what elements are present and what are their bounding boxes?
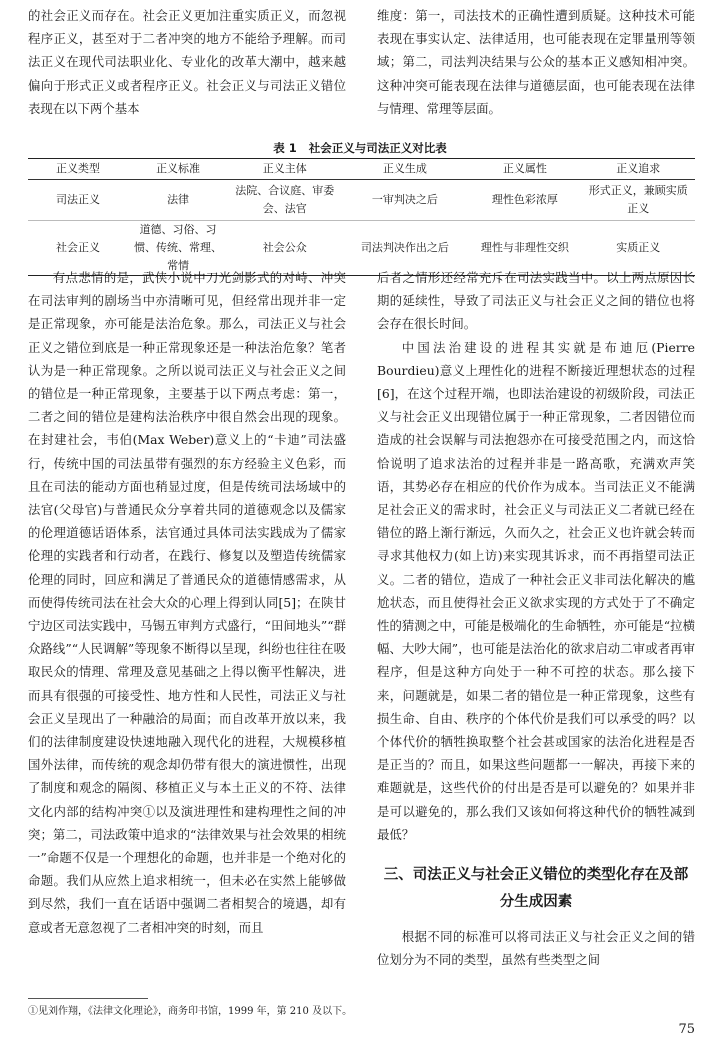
bottom-right-column <box>377 266 695 846</box>
top-left-column <box>28 4 346 120</box>
body-paragraph: 根据不同的标准可以将司法正义与社会正义之间的错位划分为不同的类型，虽然有些类型之间 <box>377 929 695 968</box>
table-cell: 道德、习俗、习惯、传统、常理、常情 <box>128 221 228 276</box>
footnote: ①见刘作翔，《法律文化理论》，商务印书馆，1999 年，第 210 及以下。 <box>28 1006 353 1017</box>
section-heading: 三、司法正义与社会正义错位的类型化存在及部分生成因素 <box>383 867 689 910</box>
table-header-cell: 正义主体 <box>228 159 341 180</box>
table-cell: 社会公众 <box>228 221 341 276</box>
table-cell: 理性与非理性交织 <box>468 221 581 276</box>
comparison-table <box>28 158 695 276</box>
table-cell: 法律 <box>128 180 228 221</box>
table-header-row <box>28 159 695 180</box>
body-paragraph: 的社会正义而存在。社会正义更加注重实质正义，而忽视程序正义，甚至对于二者冲突的地方不能给予理解。而司法正义在现代司法职业化、专业化的改革大潮中，越来越偏向于形式正义或者程序正义。社会正义与司法正义错位表现在以下两个基本 <box>28 8 346 116</box>
top-right-column <box>377 4 695 120</box>
table-cell: 法院、合议庭、审委会、法官 <box>228 180 341 221</box>
table-header-cell: 正义属性 <box>468 159 581 180</box>
table-cell: 司法正义 <box>28 180 128 221</box>
page-number: 75 <box>678 1022 695 1037</box>
table-caption-number: 表 1 <box>273 141 297 155</box>
table-cell: 一审判决之后 <box>341 180 468 221</box>
body-paragraph: 后者之情形还经常充斥在司法实践当中。以上两点原因长期的延续性，导致了司法正义与社会正义之间的错位也将会存在很长时间。 <box>377 270 695 332</box>
table-header-cell: 正义类型 <box>28 159 128 180</box>
table-header-cell: 正义标准 <box>128 159 228 180</box>
body-paragraph: 有点悲情的是，武侠小说中刀光剑影式的对峙、冲突在司法审判的剧场当中亦清晰可见，但经常出现并非一定是正常现象，亦可能是法治危象。那么，司法正义与社会正义之错位到底是一种正常现象还是一种法治危象？笔者认为是一种正常现象。之所以说司法正义与社会正义之间的错位是一种正常现象，主要基于以下两点考虑：第一，二者之间的错位是建构法治秩序中很自然会出现的现象。在封建社会，韦伯(Max Weber)意义上的“卡迪”司法盛行，传统中国的司法虽带有强烈的东方经验主义色彩，而且在司法的能动方面也稍显过度，但是传统司法场域中的法官(父母官)与普通民众分享着共同的道德观念以及儒家的伦理道德话语体系，法官通过具体司法实践成为了儒家伦理的实践者和行动者，在践行、修复以及塑造传统儒家伦理的同时，回应和满足了普通民众的道德情感需求，从而使得传统司法在社会大众的心理上得到认同[5]；在陕甘宁边区司法实践中，马锡五审判方式盛行，“田间地头”“群众路线”“人民调解”等现象不断得以呈现，纠纷也往往在吸取民众的情理、常理及意见基础之上得以衡平性解决，进而具有很强的可接受性、地方性和人民性，司法正义与社会正义呈现出了一种融洽的局面；而自改革开放以来，我们的法律制度建设快速地融入现代化的进程，大规模移植国外法律，而传统的观念却仍带有很大的演进惯性，出现了制度和观念的隔阂、移植正义与本土正义的不符、法律文化内部的结构冲突①以及演进理性和建构理性之间的冲突；第二，司法政策中追求的“法律效果与社会效果的相统一”命题不仅是一个理想化的命题，也并非是一个绝对化的命题。我们从应然上追求相统一，但未必在实然上能够做到尽然，我们一直在话语中强调二者相契合的境遇，却有意或者无意忽视了二者相冲突的时刻，而且 <box>28 270 346 935</box>
table-cell: 社会正义 <box>28 221 128 276</box>
table-row <box>28 180 695 221</box>
footnote-divider <box>28 998 148 999</box>
table-header-cell: 正义追求 <box>582 159 695 180</box>
table-header-cell: 正义生成 <box>341 159 468 180</box>
body-paragraph: 维度：第一，司法技术的正确性遭到质疑。这种技术可能表现在事实认定、法律适用，也可能表现在定罪量刑等领域；第二，司法判决结果与公众的基本正义感知相冲突。这种冲突可能表现在法律与道德层面，也可能表现在法律与情理、常理等层面。 <box>377 8 695 116</box>
table-cell: 司法判决作出之后 <box>341 221 468 276</box>
table-caption-title: 社会正义与司法正义对比表 <box>308 141 447 155</box>
body-paragraph: 中国法治建设的进程其实就是布迪厄(Pierre Bourdieu)意义上理性化的进程不断接近理想状态的过程[6]，在这个过程开端，也即法治建设的初级阶段，司法正义与社会正义出现错位属于一种正常现象，二者因错位而造成的社会误解与司法抱怨亦在可接受范围之内，而这恰恰说明了追求法治的过程并非是一路高歌，充满欢声笑语，其势必存在相应的代价作为成本。当司法正义不能满足社会正义的需求时，社会正义与司法正义二者就已经在错位的路上渐行渐远，久而久之，社会正义也许就会转而寻求其他权力(如上访)来实现其诉求，而不再指望司法正义。二者的错位，造成了一种社会正义非司法化解决的尴尬状态，而且使得社会正义欲求实现的方式处于了不确定性的猜测之中，可能是极端化的生命牺牲，亦可能是“拉横幅、大吵大闹”，也可能是法治化的欲求启动二审或者再审程序，但是这种方向处于一种不可控的状态。那么接下来，问题就是，如果二者的错位是一种正常现象，这些有损生命、自由、秩序的个体代价是我们可以承受的吗？以个体代价的牺牲换取整个社会甚或国家的法治化进程是否是正当的？而且，如果这些问题都一一解决，再接下来的难题就是，这些代价的付出是否是可以避免的？如果并非是可以避免的，那么我们又该如何将这种代价的牺牲减到最低？ <box>377 339 695 842</box>
table-cell: 实质正义 <box>582 221 695 276</box>
bottom-left-column <box>28 266 346 939</box>
table-cell: 理性色彩浓厚 <box>468 180 581 221</box>
table-cell: 形式正义，兼顾实质正义 <box>582 180 695 221</box>
table-caption <box>0 140 720 156</box>
section-body <box>377 925 695 971</box>
